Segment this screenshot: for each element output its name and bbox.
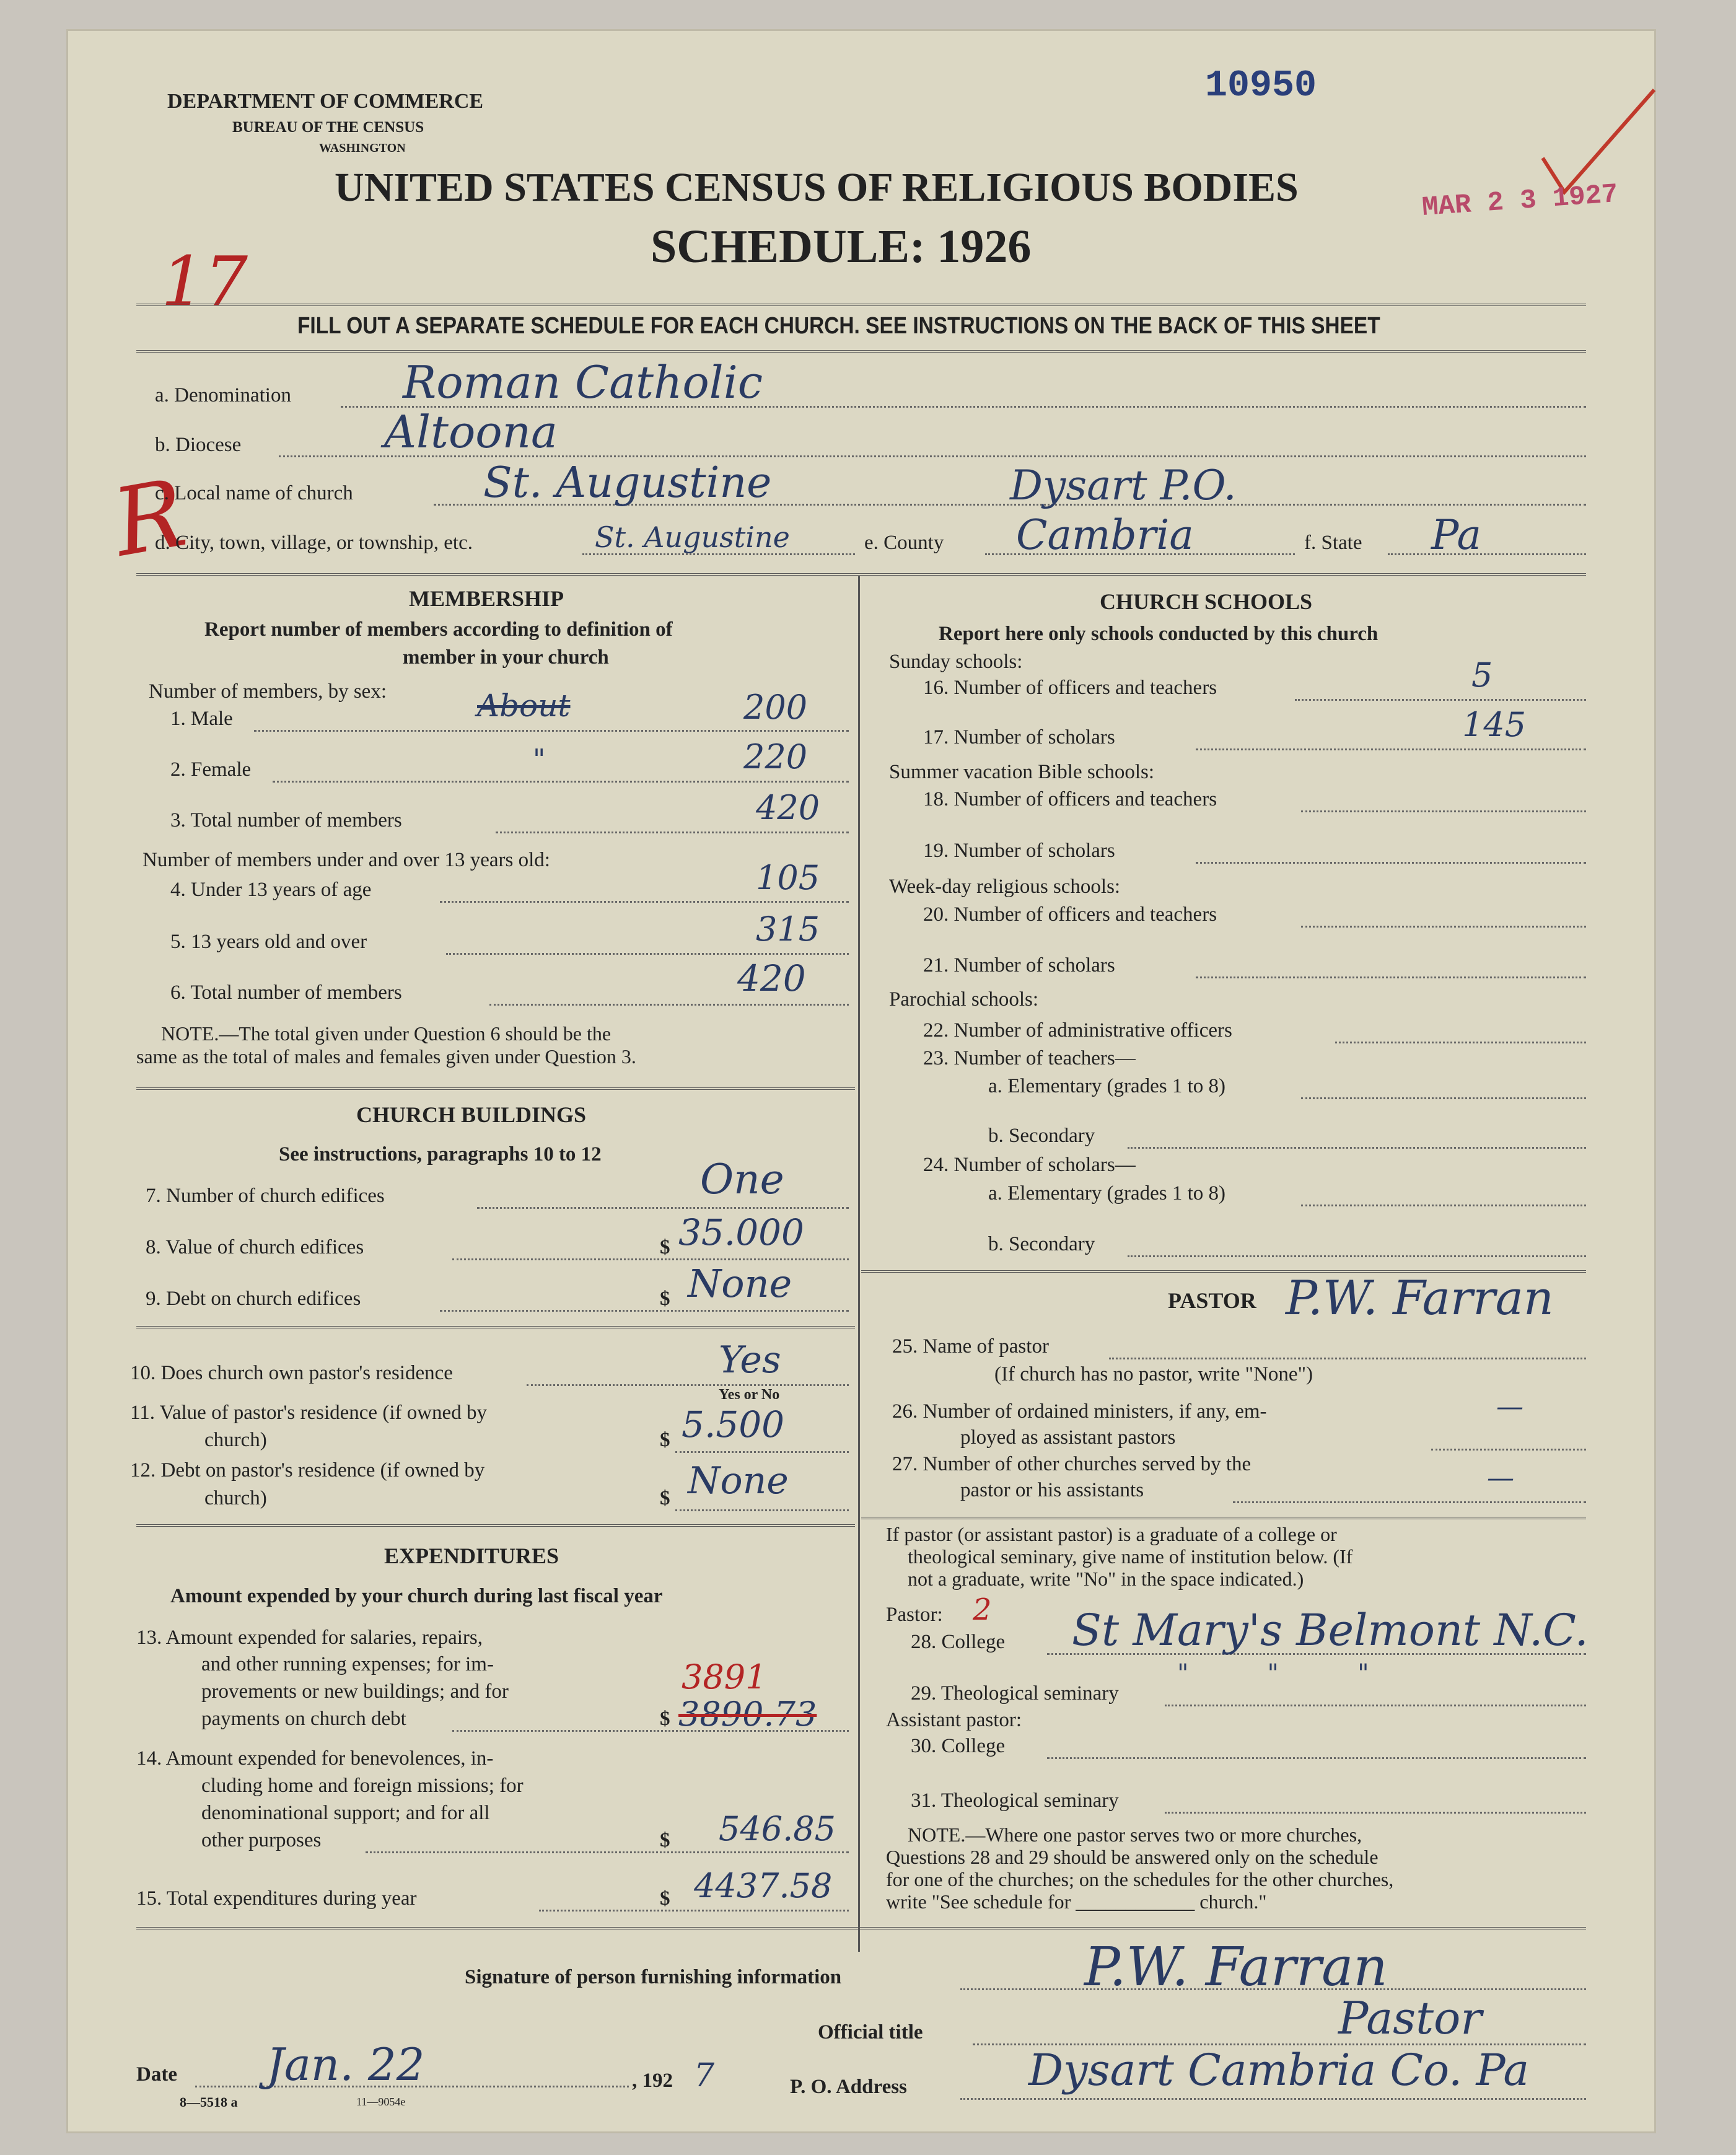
column-divider [858, 576, 860, 1952]
q6-label: 6. Total number of members [170, 981, 402, 1004]
q14-label-3: denominational support; and for all [201, 1802, 490, 1824]
city-value[interactable]: St. Augustine [595, 520, 790, 554]
q1-label: 1. Male [170, 708, 233, 730]
pastor-note-3: for one of the churches; on the schedules for the other churches, [886, 1868, 1394, 1890]
q1-prefix: About [477, 688, 571, 724]
divider [136, 1087, 855, 1090]
q24a-line [1301, 1205, 1586, 1206]
q7-line [477, 1207, 849, 1209]
divider [136, 304, 1586, 306]
pastor-signature-top: P.W. Farran [1286, 1270, 1554, 1325]
q16-label: 16. Number of officers and teachers [923, 677, 1217, 699]
bureau-name: BUREAU OF THE CENSUS [232, 119, 424, 136]
q13-value[interactable]: 3890.73 [678, 1695, 817, 1734]
graduate-note-3: not a graduate, write "No" in the space indicated.) [908, 1568, 1304, 1590]
q16-value[interactable]: 5 [1471, 656, 1493, 695]
q26-line [1431, 1449, 1586, 1451]
pastor-mark: 2 [973, 1592, 992, 1627]
q24b-label: b. Secondary [988, 1233, 1095, 1255]
q25-line [1109, 1358, 1586, 1359]
received-date-stamp: MAR 2 3 1927 [1421, 179, 1620, 224]
q29-line [1165, 1705, 1586, 1706]
q9-value[interactable]: None [688, 1261, 792, 1306]
q4-label: 4. Under 13 years of age [170, 879, 372, 901]
q1-value[interactable]: 200 [743, 688, 808, 727]
q28-value[interactable]: St Mary's Belmont N.C. [1072, 1605, 1589, 1656]
diocese-label: b. Diocese [155, 434, 242, 456]
q15-currency: $ [660, 1887, 670, 1910]
q14-label-4: other purposes [201, 1829, 322, 1851]
q27-label-1: 27. Number of other churches served by the [892, 1453, 1252, 1475]
signature-label: Signature of person furnishing information [465, 1966, 842, 1988]
q10-label: 10. Does church own pastor's residence [130, 1362, 453, 1384]
pastor-note-2: Questions 28 and 29 should be answered only on the schedule [886, 1846, 1379, 1868]
q11-currency: $ [660, 1429, 670, 1451]
q17-line [1196, 748, 1586, 750]
q23b-label: b. Secondary [988, 1125, 1095, 1147]
q10-line [527, 1384, 849, 1386]
q12-currency: $ [660, 1487, 670, 1509]
q23a-line [1301, 1097, 1586, 1099]
q1-line [254, 730, 849, 732]
city-name: WASHINGTON [319, 141, 406, 155]
print-number: 11—9054e [356, 2096, 406, 2108]
graduate-note-1: If pastor (or assistant pastor) is a graduate of a college or [886, 1523, 1337, 1545]
q10-hint: Yes or No [719, 1387, 780, 1403]
q2-label: 2. Female [170, 758, 252, 781]
q7-label: 7. Number of church edifices [146, 1185, 385, 1207]
signature-value[interactable]: P.W. Farran [1084, 1936, 1388, 1998]
q13-label-1: 13. Amount expended for salaries, repairs, [136, 1626, 483, 1649]
divider [136, 350, 1586, 353]
q15-value[interactable]: 4437.58 [694, 1866, 833, 1905]
q14-label-1: 14. Amount expended for benevolences, in- [136, 1747, 494, 1770]
q21-line [1196, 977, 1586, 978]
q8-line [452, 1258, 849, 1260]
q14-line [366, 1851, 849, 1853]
state-value[interactable]: Pa [1431, 511, 1481, 559]
date-value[interactable]: Jan. 22 [266, 2039, 425, 2091]
q11-line [675, 1451, 849, 1453]
q9-line [440, 1310, 849, 1312]
q14-value[interactable]: 546.85 [719, 1809, 836, 1848]
q31-line [1165, 1812, 1586, 1814]
q21-label: 21. Number of scholars [923, 954, 1115, 977]
divider [136, 1326, 855, 1328]
q6-value[interactable]: 420 [737, 957, 806, 999]
q22-label: 22. Number of administrative officers [923, 1019, 1232, 1042]
sunday-heading: Sunday schools: [889, 651, 1023, 673]
q22-line [1335, 1042, 1586, 1043]
po-address-line [960, 2098, 1586, 2100]
q8-label: 8. Value of church edifices [146, 1236, 364, 1258]
divider [136, 1524, 855, 1527]
year-prefix: , 192 [632, 2069, 673, 2092]
q8-currency: $ [660, 1236, 670, 1258]
department-name: DEPARTMENT OF COMMERCE [167, 90, 484, 113]
q26-label-2: ployed as assistant pastors [960, 1426, 1176, 1449]
q9-currency: $ [660, 1288, 670, 1310]
year-digit[interactable]: 7 [694, 2057, 715, 2094]
q17-value[interactable]: 145 [1462, 705, 1527, 744]
q10-value[interactable]: Yes [719, 1338, 781, 1382]
date-label: Date [136, 2063, 177, 2086]
q30-line [1047, 1757, 1586, 1759]
q28-label: 28. College [911, 1631, 1006, 1653]
q20-label: 20. Number of officers and teachers [923, 903, 1217, 926]
q8-value[interactable]: 35.000 [678, 1211, 804, 1253]
q7-value[interactable]: One [700, 1156, 784, 1203]
q27-line [1233, 1501, 1586, 1503]
q25-hint: (If church has no pastor, write "None") [994, 1363, 1313, 1385]
q29-value[interactable]: " " " [1177, 1659, 1369, 1688]
q12-label-2: church) [204, 1487, 267, 1509]
state-line [1388, 553, 1586, 555]
q12-value[interactable]: None [688, 1459, 789, 1503]
local-name-label: c. Local name of church [155, 482, 353, 504]
diocese-value[interactable]: Altoona [384, 406, 558, 458]
local-name-po-value[interactable]: Dysart P.O. [1010, 462, 1237, 509]
summer-heading: Summer vacation Bible schools: [889, 761, 1155, 783]
q5-line [446, 953, 849, 955]
po-address-label: P. O. Address [790, 2076, 907, 2098]
margin-number: 17 [161, 242, 248, 321]
q26-value[interactable]: — [1496, 1391, 1523, 1423]
by-sex-heading: Number of members, by sex: [149, 680, 387, 703]
instruction-line: FILL OUT A SEPARATE SCHEDULE FOR EACH CHURCH. SEE INSTRUCTIONS ON THE BACK OF THIS SHEET [297, 313, 1380, 339]
q27-label-2: pastor or his assistants [960, 1479, 1144, 1501]
city-label: d. City, town, village, or township, etc. [155, 532, 473, 554]
by-age-heading: Number of members under and over 13 years old: [142, 849, 550, 871]
schools-title: CHURCH SCHOOLS [1100, 589, 1313, 614]
q13-label-4: payments on church debt [201, 1708, 406, 1730]
q6-line [489, 1004, 849, 1006]
q5-label: 5. 13 years old and over [170, 931, 367, 953]
form-subtitle: SCHEDULE: 1926 [651, 221, 1032, 273]
q2-line [273, 781, 849, 783]
county-label: e. County [864, 532, 944, 554]
graduate-note-2: theological seminary, give name of institution below. (If [908, 1545, 1353, 1568]
membership-note-2: same as the total of males and females given under Question 3. [136, 1045, 636, 1068]
po-address-value[interactable]: Dysart Cambria Co. Pa [1028, 2045, 1530, 2096]
denomination-value[interactable]: Roman Catholic [403, 356, 763, 408]
q3-line [496, 832, 849, 833]
q13-label-2: and other running expenses; for im- [201, 1653, 494, 1675]
q12-label-1: 12. Debt on pastor's residence (if owned by [130, 1459, 485, 1481]
q24-label: 24. Number of scholars— [923, 1154, 1136, 1176]
q24b-line [1128, 1255, 1586, 1257]
divider [861, 1517, 1586, 1519]
divider [136, 573, 1586, 576]
q5-value[interactable]: 315 [756, 910, 820, 949]
q25-label: 25. Name of pastor [892, 1335, 1049, 1358]
q17-label: 17. Number of scholars [923, 726, 1115, 748]
assistant-pastor-label: Assistant pastor: [886, 1709, 1022, 1731]
q11-label-2: church) [204, 1429, 267, 1451]
membership-note-1: NOTE.—The total given under Question 6 should be the [161, 1022, 612, 1045]
q13-currency: $ [660, 1708, 670, 1730]
q16-line [1295, 699, 1586, 701]
membership-intro-2: member in your church [403, 646, 609, 669]
official-title-value[interactable]: Pastor [1338, 1992, 1482, 2044]
q11-value[interactable]: 5.500 [682, 1403, 785, 1446]
q27-value[interactable]: — [1487, 1462, 1514, 1494]
denomination-label: a. Denomination [155, 384, 291, 406]
q19-label: 19. Number of scholars [923, 840, 1115, 862]
q18-line [1301, 810, 1586, 812]
q13-label-3: provements or new buildings; and for [201, 1680, 509, 1703]
q26-label-1: 26. Number of ordained ministers, if any, em- [892, 1400, 1267, 1423]
margin-letter: R [105, 459, 194, 578]
official-title-label: Official title [818, 2021, 923, 2043]
parochial-heading: Parochial schools: [889, 988, 1039, 1011]
serial-number-stamp: 10950 [1205, 65, 1317, 107]
q30-label: 30. College [911, 1735, 1006, 1757]
local-name-value[interactable]: St. Augustine [483, 459, 772, 507]
q24a-label: a. Elementary (grades 1 to 8) [988, 1182, 1226, 1205]
expenditures-title: EXPENDITURES [384, 1543, 559, 1568]
q9-label: 9. Debt on church edifices [146, 1288, 361, 1310]
q29-label: 29. Theological seminary [911, 1682, 1119, 1705]
q4-line [440, 901, 849, 903]
q2-value[interactable]: 220 [743, 737, 808, 776]
pastor-note-4: write "See schedule for ____________ church." [886, 1890, 1267, 1913]
pastor-title: PASTOR [1168, 1288, 1256, 1313]
membership-title: MEMBERSHIP [409, 586, 564, 611]
q18-label: 18. Number of officers and teachers [923, 788, 1217, 810]
q15-label: 15. Total expenditures during year [136, 1887, 417, 1910]
divider [136, 1927, 1586, 1929]
weekday-heading: Week-day religious schools: [889, 876, 1121, 898]
q20-line [1301, 926, 1586, 928]
q19-line [1196, 862, 1586, 864]
q11-label-1: 11. Value of pastor's residence (if owned by [130, 1402, 487, 1424]
form-number: 8—5518 a [180, 2094, 238, 2110]
pastor-label: Pastor: [886, 1604, 943, 1626]
q23a-label: a. Elementary (grades 1 to 8) [988, 1075, 1226, 1097]
buildings-title: CHURCH BUILDINGS [356, 1102, 587, 1127]
q14-currency: $ [660, 1829, 670, 1851]
state-label: f. State [1304, 532, 1362, 554]
form-title: UNITED STATES CENSUS OF RELIGIOUS BODIES [335, 165, 1299, 210]
q4-value[interactable]: 105 [756, 858, 820, 897]
census-schedule-sheet [68, 31, 1654, 2131]
q23b-line [1128, 1147, 1586, 1149]
buildings-subtitle: See instructions, paragraphs 10 to 12 [279, 1143, 602, 1165]
q3-value[interactable]: 420 [756, 788, 820, 827]
q15-line [539, 1910, 849, 1911]
q13-correction: 3891 [682, 1657, 767, 1696]
county-value[interactable]: Cambria [1016, 511, 1194, 559]
pastor-note-1: NOTE.—Where one pastor serves two or more churches, [908, 1824, 1362, 1846]
membership-intro-1: Report number of members according to definition of [204, 618, 673, 641]
q31-label: 31. Theological seminary [911, 1789, 1119, 1812]
expenditures-subtitle: Amount expended by your church during last fiscal year [170, 1585, 663, 1607]
q14-label-2: cluding home and foreign missions; for [201, 1775, 524, 1797]
q3-label: 3. Total number of members [170, 809, 402, 832]
q12-line [675, 1509, 849, 1511]
q2-prefix: " [533, 744, 546, 775]
schools-intro: Report here only schools conducted by this church [939, 623, 1379, 645]
q23-label: 23. Number of teachers— [923, 1047, 1136, 1069]
